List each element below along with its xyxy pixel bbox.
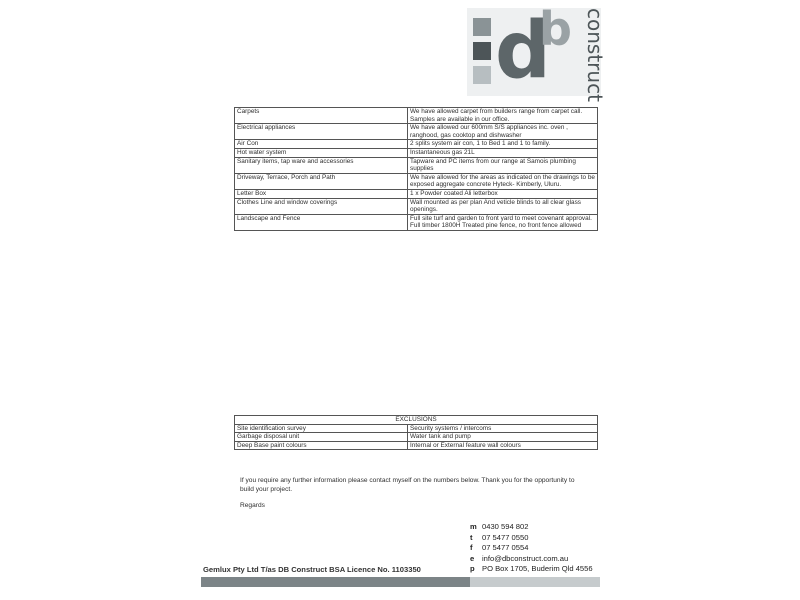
- inclusion-row: [235, 124, 598, 140]
- inclusion-detail: Full site turf and garden to front yard to meet covenant approval. Full timber 1800H Treated pine fence, no front fence allowed: [408, 214, 598, 230]
- exclusion-right: Internal or External feature wall colours: [408, 441, 598, 450]
- inclusion-item: Carpets: [235, 108, 408, 124]
- inclusion-row: [235, 198, 598, 214]
- exclusion-row: [235, 441, 598, 450]
- inclusion-row: [235, 140, 598, 149]
- inclusion-item: Air Con: [235, 140, 408, 149]
- exclusion-left: Garbage disposal unit: [235, 433, 408, 442]
- inclusion-detail: 2 splits system air con, 1 to Bed 1 and 1 to family.: [408, 140, 598, 149]
- inclusion-row: [235, 157, 598, 173]
- contact-value: 0430 594 802: [482, 522, 529, 531]
- contact-row: [470, 554, 593, 565]
- exclusion-left: Deep Base paint colours: [235, 441, 408, 450]
- contact-value: info@dbconstruct.com.au: [482, 553, 569, 563]
- inclusion-detail: We have allowed for the areas as indicated on the drawings to be exposed aggregate concrete Hyteck- Kimberly, Uluru.: [408, 173, 598, 189]
- closing-paragraph: If you require any further information please contact myself on the numbers below. Thank you for the opportunity to build your project.: [240, 477, 575, 493]
- inclusion-row: [235, 148, 598, 157]
- inclusion-detail: We have allowed our 600mm S/S appliances inc. oven , ranghood, gas cooktop and dishwasher: [408, 124, 598, 140]
- inclusion-item: Driveway, Terrace, Porch and Path: [235, 173, 408, 189]
- inclusion-row: [235, 173, 598, 189]
- inclusion-row: [235, 214, 598, 230]
- inclusion-detail: We have allowed carpet from builders range from carpet call. Samples are available in our office.: [408, 108, 598, 124]
- regards-text: Regards: [240, 502, 265, 509]
- company-licence-line: Gemlux Pty Ltd T/as DB Construct BSA Licence No. 1103350: [203, 565, 421, 574]
- inclusion-detail: Wall mounted as per plan And veticle blinds to all clear glass openings.: [408, 198, 598, 214]
- inclusion-item: Sanitary items, tap ware and accessories: [235, 157, 408, 173]
- exclusion-row: [235, 433, 598, 442]
- contact-label: f: [470, 543, 473, 553]
- inclusion-detail: Instantaneous gas 21L: [408, 148, 598, 157]
- contact-label: p: [470, 564, 475, 574]
- exclusion-right: Water tank and pump: [408, 433, 598, 442]
- inclusion-detail: Tapware and PC items from our range at Samois plumbing supplies: [408, 157, 598, 173]
- logo-letter-b: b: [539, 2, 572, 56]
- db-construct-logo: [467, 2, 607, 102]
- exclusions-header-row: [235, 416, 598, 425]
- contact-row: [470, 522, 593, 533]
- inclusion-item: Clothes Line and window coverings: [235, 198, 408, 214]
- logo-word-construct: construct: [583, 8, 607, 102]
- logo-square-dark: [473, 42, 491, 60]
- inclusion-item: Electrical appliances: [235, 124, 408, 140]
- contact-value: 07 5477 0550: [482, 532, 529, 542]
- footer-bar-light: [470, 577, 600, 587]
- inclusion-row: [235, 108, 598, 124]
- exclusion-right: Security systems / intercoms: [408, 424, 598, 433]
- footer-bar-dark: [201, 577, 470, 587]
- exclusion-row: [235, 424, 598, 433]
- inclusion-item: Hot water system: [235, 148, 408, 157]
- exclusion-left: Site identification survey: [235, 424, 408, 433]
- exclusions-table: [234, 415, 598, 450]
- contact-value: PO Box 1705, Buderim Qld 4556: [482, 564, 593, 574]
- contact-row: [470, 564, 593, 575]
- inclusions-table: [234, 107, 598, 231]
- exclusions-header: EXCLUSIONS: [235, 416, 598, 425]
- logo-square-light: [473, 18, 491, 36]
- contact-block: [470, 522, 593, 575]
- contact-row: [470, 533, 593, 544]
- inclusion-row: [235, 189, 598, 198]
- contact-row: [470, 543, 593, 554]
- inclusion-item: Landscape and Fence: [235, 214, 408, 230]
- contact-label: t: [470, 532, 473, 542]
- contact-label: m: [470, 522, 477, 531]
- contact-value: 07 5477 0554: [482, 543, 529, 553]
- contact-label: e: [470, 553, 475, 563]
- logo-letter-d: d: [495, 6, 547, 96]
- inclusion-detail: 1 x Powder coated Ali letterbox: [408, 189, 598, 198]
- logo-square-pale: [473, 66, 491, 84]
- inclusion-item: Letter Box: [235, 189, 408, 198]
